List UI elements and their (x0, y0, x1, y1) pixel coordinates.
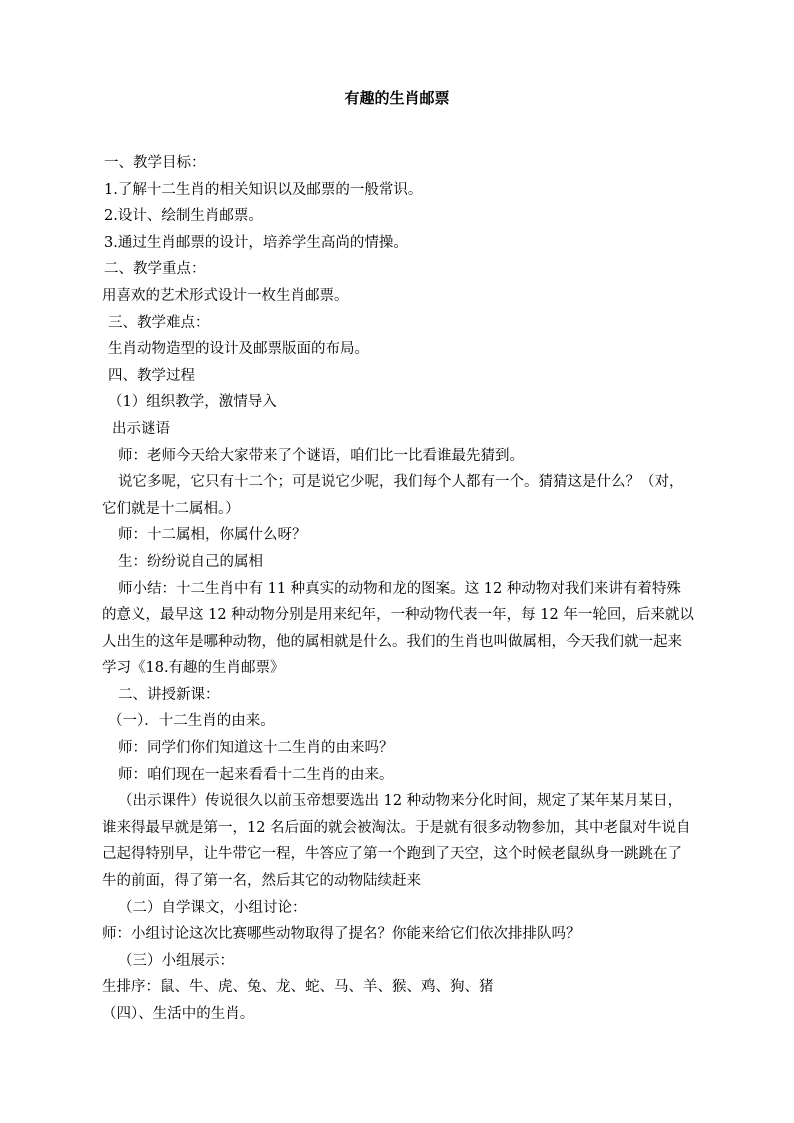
objective-1: 1.了解十二生肖的相关知识以及邮票的一般常识。 (104, 181, 423, 198)
paragraph-line: 己起得特别早，让牛带它一程，牛答应了第一个跑到了天空，这个时候老鼠纵身一跳跳在了 (102, 846, 682, 863)
objective-3: 3.通过生肖邮票的设计，培养学生高尚的情操。 (104, 234, 408, 251)
paragraph-line: 谁来得最早就是第一，12 名后面的就会被淘汰。于是就有很多动物参加，其中老鼠对牛说自 (102, 819, 691, 836)
objective-2: 2.设计、绘制生肖邮票。 (104, 208, 263, 225)
heading-process: 四、教学过程 (108, 367, 195, 384)
paragraph-line: 师：小组讨论这次比赛哪些动物取得了提名？你能来给它们依次排排队吗？ (102, 926, 581, 943)
subheading-group-show: （三）小组展示： (118, 952, 234, 969)
paragraph-line: 师：老师今天给大家带来了个谜语，咱们比一比看谁最先猜到。 (118, 447, 524, 464)
subheading-origin: （一）．十二生肖的由来。 (108, 713, 275, 730)
paragraph-line: 的意义，最早这 12 种动物分别是用来纪年，一种动物代表一年，每 12 年一轮回，后来就以 (102, 607, 694, 624)
subheading-self-study: （二）自学课文，小组讨论： (118, 899, 307, 916)
paragraph-line: 说它多呢，它只有十二个；可是说它少呢，我们每个人都有一个。猜猜这是什么？（对， (118, 474, 684, 491)
paragraph-line: 牛的前面，得了第一名，然后其它的动物陆续赶来 (102, 873, 421, 890)
paragraph-line: （出示课件）传说很久以前玉帝想要选出 12 种动物来分化时间，规定了某年某月某日， (118, 793, 683, 810)
paragraph-line: 学习《18.有趣的生肖邮票》 (102, 660, 285, 677)
document-title: 有趣的生肖邮票 (344, 89, 450, 107)
paragraph-line: 师：十二属相，你属什么呀？ (118, 527, 307, 544)
paragraph-line: 师：咱们现在一起来看看十二生肖的由来。 (118, 766, 394, 783)
paragraph-line: 生：纷纷说自己的属相 (118, 553, 263, 570)
paragraph-line: 师小结：十二生肖中有 11 种真实的动物和龙的图案。这 12 种动物对我们来讲有着特殊 (118, 580, 681, 597)
difficulty-text: 生肖动物造型的设计及邮票版面的布局。 (108, 341, 369, 358)
paragraph-line: 出示谜语 (112, 420, 170, 437)
paragraph-line: 师：同学们你们知道这十二生肖的由来吗？ (118, 740, 394, 757)
paragraph-line: 它们就是十二属相。） (102, 500, 240, 517)
heading-difficulties: 三、教学难点： (108, 314, 210, 331)
heading-new-lesson: 二、讲授新课： (118, 686, 220, 703)
document-body (104, 150, 716, 1028)
paragraph-line: 生排序：鼠、牛、虎、兔、龙、蛇、马、羊、猴、鸡、狗、猪 (102, 979, 494, 996)
key-point-text: 用喜欢的艺术形式设计一枚生肖邮票。 (102, 287, 349, 304)
paragraph-line: 人出生的这年是哪种动物，他的属相就是什么。我们的生肖也叫做属相，今天我们就一起来 (102, 633, 682, 650)
heading-objectives: 一、教学目标： (104, 155, 206, 171)
subheading-life: （四）、生活中的生肖。 (102, 1006, 255, 1022)
heading-key-points: 二、教学重点： (104, 261, 206, 278)
process-step-1: （1）组织教学，激情导入 (108, 394, 277, 411)
